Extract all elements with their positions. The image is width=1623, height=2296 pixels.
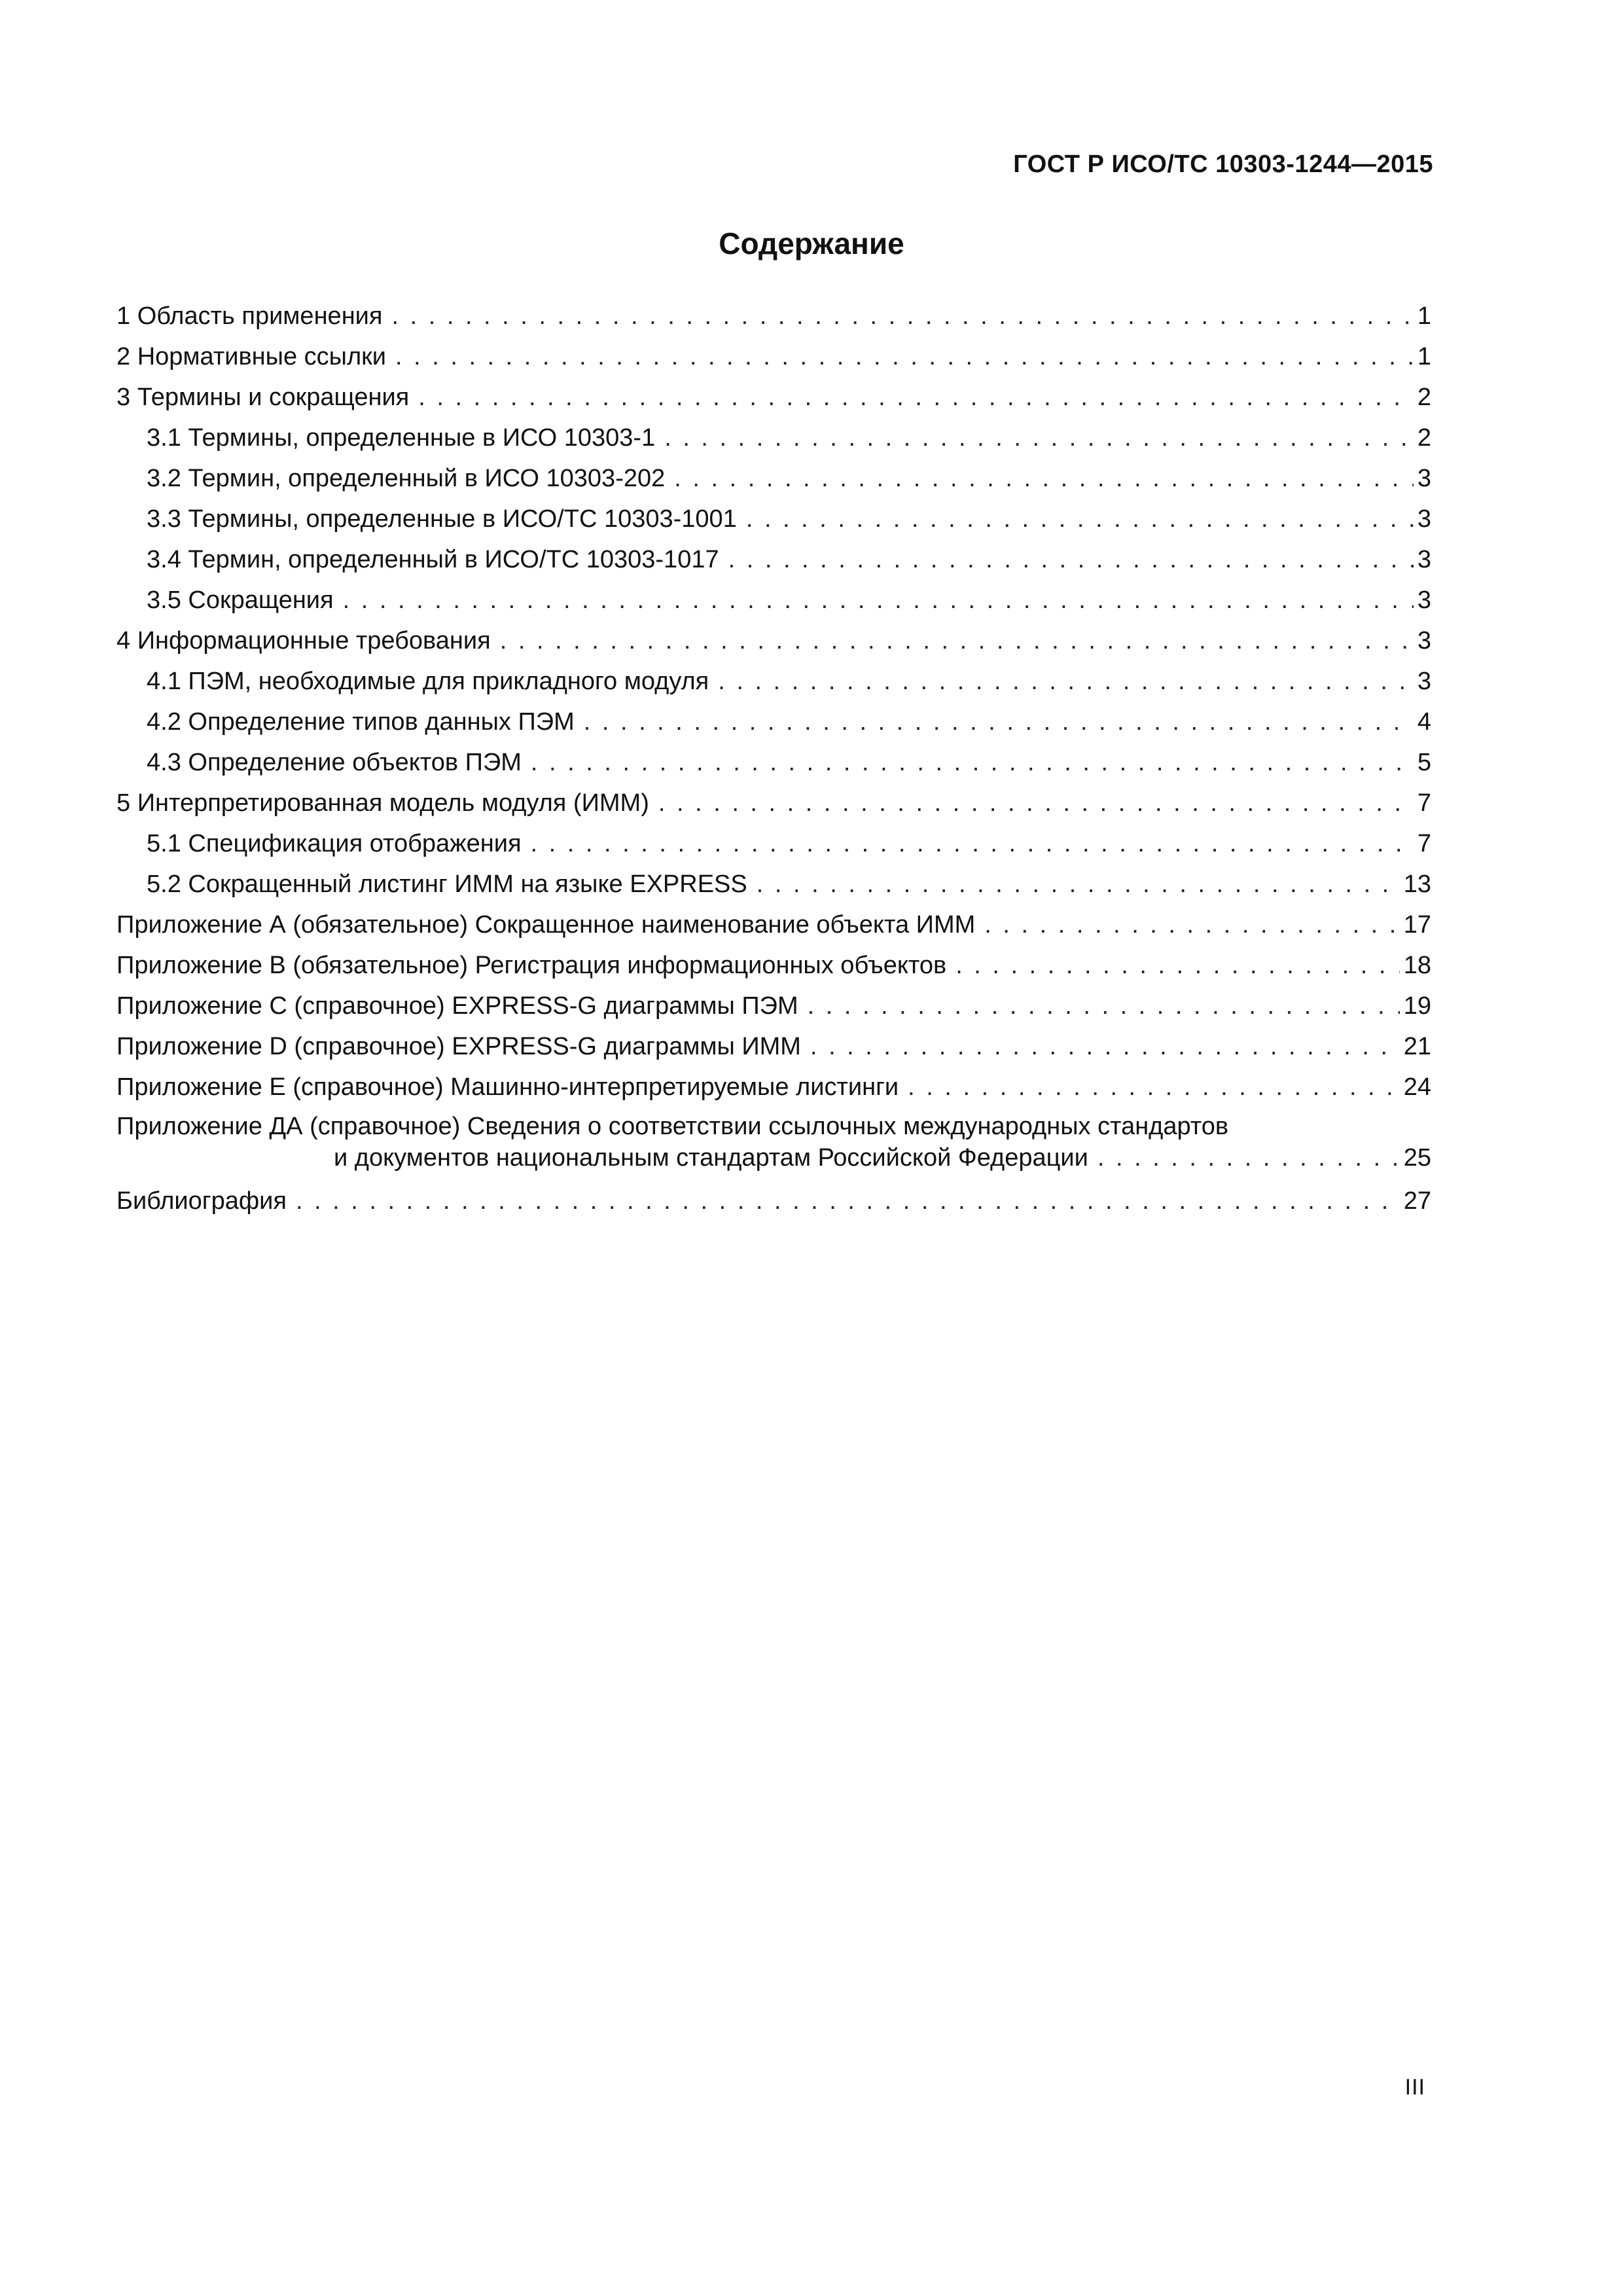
toc-entry-page: 3 [1417, 627, 1431, 655]
toc-entry-page: 3 [1417, 586, 1431, 614]
toc-entry-page: 2 [1417, 424, 1431, 452]
toc-entry-page: 25 [1403, 1144, 1431, 1172]
toc-leader-dots [418, 377, 1414, 418]
toc-entry-page: 3 [1417, 546, 1431, 573]
toc-leader-dots [757, 864, 1400, 905]
toc-entry-text: 4.3 Определение объектов ПЭМ [147, 749, 522, 776]
toc-entry-terms[interactable] [116, 377, 1431, 418]
toc-entry-4-3[interactable] [116, 742, 1431, 783]
toc-leader-dots [984, 905, 1399, 945]
toc-leader-dots [500, 620, 1414, 661]
toc-entry-annex-e[interactable] [116, 1067, 1431, 1107]
toc-entry-text: 4.1 ПЭМ, необходимые для прикладного модуля [147, 668, 709, 695]
toc-entry-scope[interactable] [116, 296, 1431, 336]
toc-entry-page: 1 [1417, 343, 1431, 370]
toc-leader-dots [391, 296, 1413, 336]
toc-entry-page: 18 [1403, 952, 1431, 979]
toc-entry-page: 2 [1417, 384, 1431, 411]
toc-entry-5-1[interactable] [116, 823, 1431, 864]
toc-entry-text: 4.2 Определение типов данных ПЭМ [147, 708, 575, 736]
toc-entry-page: 3 [1417, 668, 1431, 695]
toc-entry-text: Приложение ДА (справочное) Сведения о соответствии ссылочных международных стандартов [116, 1113, 1229, 1140]
toc-entry-page: 19 [1403, 992, 1431, 1020]
toc-entry-5-2[interactable] [116, 864, 1431, 905]
toc-entry-text: 5 Интерпретированная модель модуля (ИММ) [116, 789, 649, 817]
toc-entry-3-4[interactable] [116, 539, 1431, 580]
toc-entry-annex-c[interactable] [116, 986, 1431, 1026]
toc-entry-page: 17 [1403, 911, 1431, 939]
toc-leader-dots [955, 945, 1400, 986]
toc-entry-annex-b[interactable] [116, 945, 1431, 986]
toc-entry-normative-references[interactable] [116, 336, 1431, 377]
toc-entry-page: 7 [1417, 789, 1431, 817]
toc-leader-dots [395, 336, 1414, 377]
toc-entry-text: 3.1 Термины, определенные в ИСО 10303-1 [147, 424, 656, 452]
toc-entry-text: 4 Информационные требования [116, 627, 491, 655]
toc-entry-text: 5.2 Сокращенный листинг ИММ на языке EXPRESS [147, 870, 747, 898]
toc-entry-annex-a[interactable] [116, 905, 1431, 945]
table-of-contents [116, 296, 1431, 1221]
toc-entry-4-1[interactable] [116, 661, 1431, 702]
toc-leader-dots [531, 742, 1414, 783]
toc-leader-dots [584, 702, 1414, 742]
toc-leader-dots [908, 1067, 1400, 1107]
toc-entry-page: 5 [1417, 749, 1431, 776]
toc-entry-text: 3 Термины и сокращения [116, 384, 410, 411]
toc-entry-text: Приложение С (справочное) EXPRESS-G диаграммы ПЭМ [116, 992, 798, 1020]
toc-entry-annex-d[interactable] [116, 1026, 1431, 1067]
page-number: III [1404, 2075, 1425, 2100]
toc-leader-dots [718, 661, 1414, 702]
toc-entry-text-continuation: и документов национальным стандартам Российской Федерации [334, 1144, 1088, 1172]
toc-entry-page: 27 [1403, 1187, 1431, 1215]
toc-leader-dots [343, 580, 1414, 620]
toc-entry-text: 3.4 Термин, определенный в ИСО/ТС 10303-1017 [147, 546, 719, 573]
toc-entry-text: Приложение Е (справочное) Машинно-интерпретируемые листинги [116, 1073, 899, 1101]
toc-entry-page: 7 [1417, 830, 1431, 857]
toc-entry-4-2[interactable] [116, 702, 1431, 742]
toc-entry-page: 24 [1403, 1073, 1431, 1101]
toc-entry-bibliography[interactable] [116, 1181, 1431, 1221]
toc-leader-dots [1097, 1140, 1400, 1175]
toc-entry-page: 3 [1417, 465, 1431, 492]
toc-entry-3-1[interactable] [116, 418, 1431, 458]
toc-entry-3-5[interactable] [116, 580, 1431, 620]
toc-entry-text: Приложение В (обязательное) Регистрация информационных объектов [116, 952, 947, 979]
toc-leader-dots [728, 539, 1414, 580]
toc-entry-text: 3.5 Сокращения [147, 586, 334, 614]
toc-entry-text: 3.3 Термины, определенные в ИСО/ТС 10303-1001 [147, 505, 737, 533]
toc-leader-dots [810, 1026, 1400, 1067]
toc-entry-text: 1 Область применения [116, 302, 383, 330]
toc-leader-dots [664, 418, 1414, 458]
toc-entry-page: 1 [1417, 302, 1431, 330]
toc-entry-page: 4 [1417, 708, 1431, 736]
toc-leader-dots [674, 458, 1414, 499]
toc-leader-dots [296, 1181, 1400, 1221]
toc-title: Содержание [719, 226, 904, 260]
toc-entry-annex-da[interactable] [116, 1113, 1431, 1181]
toc-entry-interpreted-model[interactable] [116, 783, 1431, 823]
toc-entry-3-3[interactable] [116, 499, 1431, 539]
toc-entry-text: 3.2 Термин, определенный в ИСО 10303-202 [147, 465, 666, 492]
toc-entry-text: Приложение D (справочное) EXPRESS-G диаграммы ИММ [116, 1033, 801, 1060]
toc-entry-page: 21 [1403, 1033, 1431, 1060]
toc-leader-dots [808, 986, 1400, 1026]
toc-leader-dots [531, 823, 1414, 864]
toc-entry-text: Библиография [116, 1187, 287, 1215]
toc-leader-dots [746, 499, 1414, 539]
toc-entry-text: 5.1 Спецификация отображения [147, 830, 522, 857]
toc-entry-information-requirements[interactable] [116, 620, 1431, 661]
toc-entry-page: 13 [1403, 870, 1431, 898]
toc-entry-text: 2 Нормативные ссылки [116, 343, 386, 370]
toc-entry-3-2[interactable] [116, 458, 1431, 499]
toc-entry-page: 3 [1417, 505, 1431, 533]
toc-leader-dots [658, 783, 1414, 823]
standard-header: ГОСТ Р ИСО/ТС 10303-1244—2015 [1013, 151, 1433, 178]
toc-entry-text: Приложение А (обязательное) Сокращенное наименование объекта ИММ [116, 911, 976, 939]
